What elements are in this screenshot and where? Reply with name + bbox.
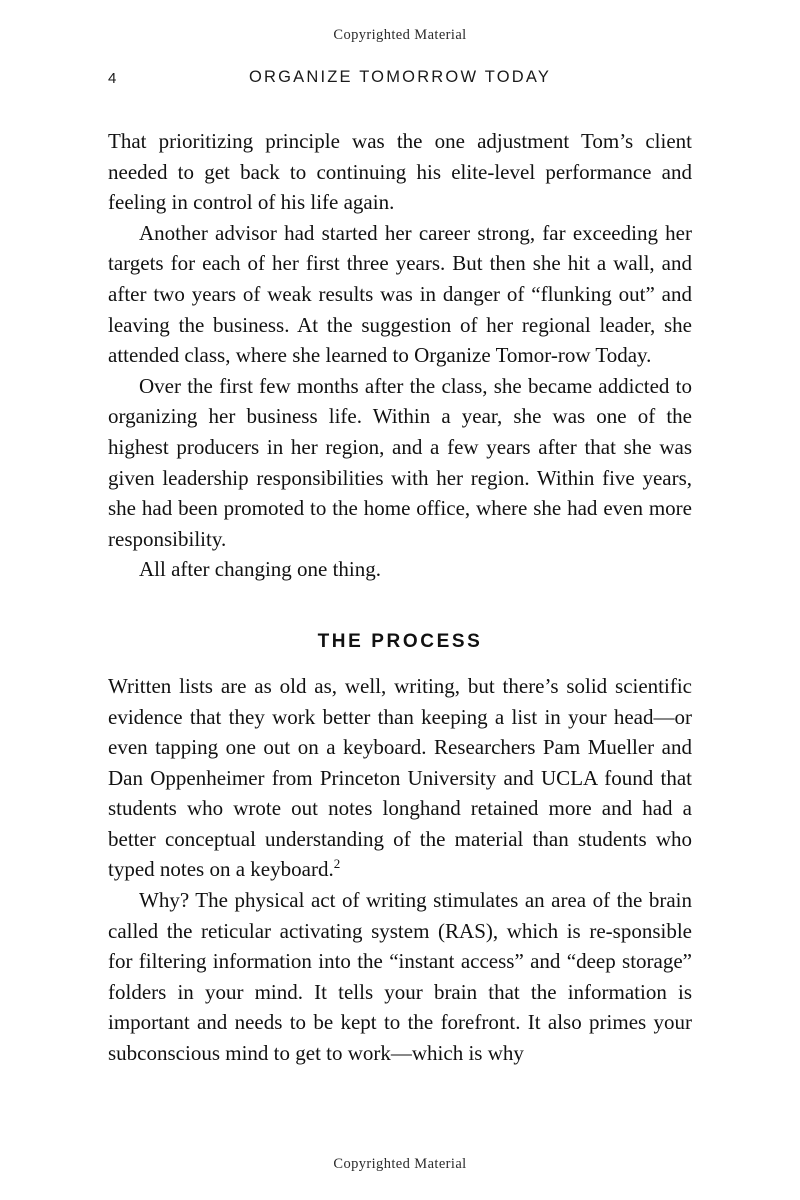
- section-paragraph-1: [108, 671, 692, 885]
- paragraph-4: All after changing one thing.: [139, 557, 382, 582]
- footnote-reference: 2: [333, 856, 341, 872]
- paragraph-1: That prioritizing principle was the one adjustment Tom’s client needed to get back to continuing his elite-level performance and feeling in control of his life again.: [108, 129, 692, 215]
- paragraph-3: Over the first few months after the class, she became addicted to organizing her business life. Within a year, she was one of the highest producers in her region, and a few years after that she was given leadership responsibilities with her region. Within five years, she had been promoted to the home office, where she had even more responsibility.: [108, 373, 692, 551]
- copyright-watermark-top: Copyrighted Material: [333, 27, 467, 43]
- section-heading-the-process: THE PROCESS: [317, 630, 483, 652]
- page-number: 4: [108, 70, 117, 87]
- page-body: [108, 126, 692, 1069]
- section-paragraph-2: Why? The physical act of writing stimulates an area of the brain called the reticular activating system (RAS), which is re-sponsible for filtering information into the “instant access” and “deep storage” folders in your mind. It tells your brain that the information is important and needs to be kept to the forefront. It also primes your subconscious mind to get to work—which is why: [108, 888, 692, 1066]
- paragraph-2: Another advisor had started her career strong, far exceeding her targets for each of her first three years. But then she hit a wall, and after two years of weak results was in danger of “flunking out” and leaving the business. At the suggestion of her regional leader, she attended class, where she learned to Organize Tomor-row Today.: [108, 220, 692, 368]
- copyright-watermark-bottom: Copyrighted Material: [333, 1156, 467, 1172]
- section-paragraph-1-text: Written lists are as old as, well, writing, but there’s solid scientific evidence that they work better than keeping a list in your head—or even tapping one out on a keyboard. Researchers Pam Mueller and Dan Oppenheimer from Princeton University and UCLA found that students who wrote out notes longhand retained more and had a better conceptual understanding of the material than students who typed notes on a keyboard.: [108, 673, 692, 882]
- running-head: [108, 68, 692, 92]
- running-head-title: ORGANIZE TOMORROW TODAY: [248, 68, 552, 86]
